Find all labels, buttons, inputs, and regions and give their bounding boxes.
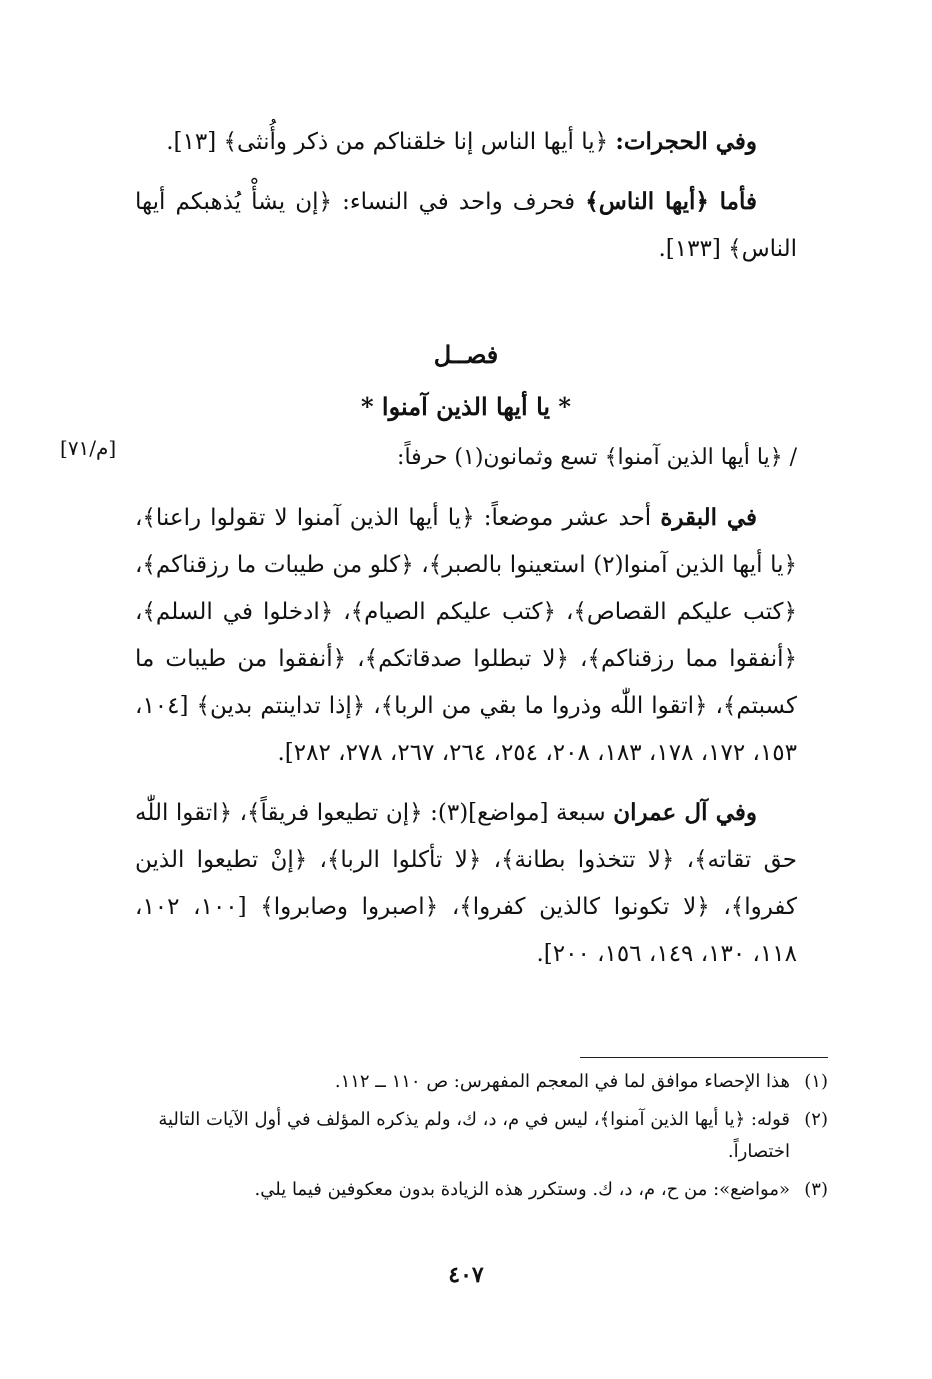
paragraph-al-imran (135, 789, 797, 978)
section-subtitle: * يا أيها الذين آمنوا * (361, 392, 571, 421)
footnote-3 (135, 1174, 828, 1206)
footnote-1 (135, 1066, 828, 1098)
paragraph-text: سبعة [مواضع](٣): ﴿إن تطيعوا فريقاً﴾، ﴿اتقوا اللّٰه حق تقاته﴾، ﴿لا تتخذوا بطانة﴾، ﴿لا تأكلوا الربا﴾، ﴿إنْ تطيعوا الذين كفروا﴾، ﴿لا تكونوا كالذين كفروا﴾، ﴿اصبروا وصابروا﴾ [١٠٠، ١٠٢، ١١٨، ١٣٠، ١٤٩، ١٥٦، ٢٠٠]. (135, 800, 798, 967)
footnote-text: «مواضع»: من ح، م، د، ك. وستكرر هذه الزيادة بدون معكوفين فيما يلي. (254, 1179, 790, 1200)
paragraph-text: أحد عشر موضعاً: ﴿يا أيها الذين آمنوا لا تقولوا راعنا﴾، ﴿يا أيها الذين آمنوا(٢) استعينوا بالصبر﴾، ﴿كلو من طيبات ما رزقناكم﴾، ﴿كتب عليكم القصاص﴾، ﴿كتب عليكم الصيام﴾، ﴿ادخلوا في السلم﴾، ﴿أنفقوا مما رزقناكم﴾، ﴿لا تبطلوا صدقاتكم﴾، ﴿أنفقوا من طيبات ما كسبتم﴾، ﴿اتقوا اللّٰه وذروا ما بقي من الربا﴾، ﴿إذا تداينتم بدين﴾ [١٠٤، ١٥٣، ١٧٢، ١٧٨، ١٨٣، ٢٠٨، ٢٥٤، ٢٦٤، ٢٦٧، ٢٧٨، ٢٨٢]. (135, 505, 797, 766)
paragraph-text: ﴿يا أيها الناس إنا خلقناكم من ذكر وأُنثى﴾ [١٣]. (166, 129, 616, 155)
paragraph-lead: وفي آل عمران (613, 799, 757, 826)
top-text-block (135, 118, 797, 285)
paragraph-lead: وفي الحجرات: (615, 128, 757, 155)
paragraph-lead: فأما ﴿أيها الناس﴾ (585, 188, 757, 215)
footnotes (135, 1066, 828, 1212)
footnote-text: قوله: ﴿يا أيها الذين آمنوا﴾، ليس في م، د، ك، ولم يذكره المؤلف في أول الآيات التالية اختصاراً. (158, 1109, 790, 1162)
footnote-number: (٣) (804, 1179, 828, 1200)
paragraph-ayyuha-alnas (135, 178, 797, 273)
paragraph-baqarah (135, 494, 797, 777)
intro-text: / ﴿يا أيها الذين آمنوا﴾ تسع وثمانون(١) حرفاً: (397, 445, 797, 470)
paragraph-text: فحرف واحد في النساء: ﴿إن يشأْ يُذهبكم أيها الناس﴾ [١٣٣]. (135, 189, 797, 262)
footnote-separator (580, 1057, 828, 1058)
footnote-2 (135, 1104, 828, 1168)
intro-line (135, 434, 797, 481)
section-title: فصــل (433, 340, 499, 369)
manuscript-folio-ref: [م/٧١] (60, 436, 117, 460)
footnote-number: (٢) (804, 1109, 828, 1130)
body-text-block (135, 494, 797, 990)
paragraph-lead: في البقرة (660, 504, 758, 531)
footnote-number: (١) (804, 1071, 828, 1092)
paragraph-hujurat (135, 118, 797, 166)
footnote-text: هذا الإحصاء موافق لما في المعجم المفهرس: ص ١١٠ ــ ١١٢. (334, 1071, 790, 1092)
page-number: ٤٠٧ (448, 1262, 484, 1288)
